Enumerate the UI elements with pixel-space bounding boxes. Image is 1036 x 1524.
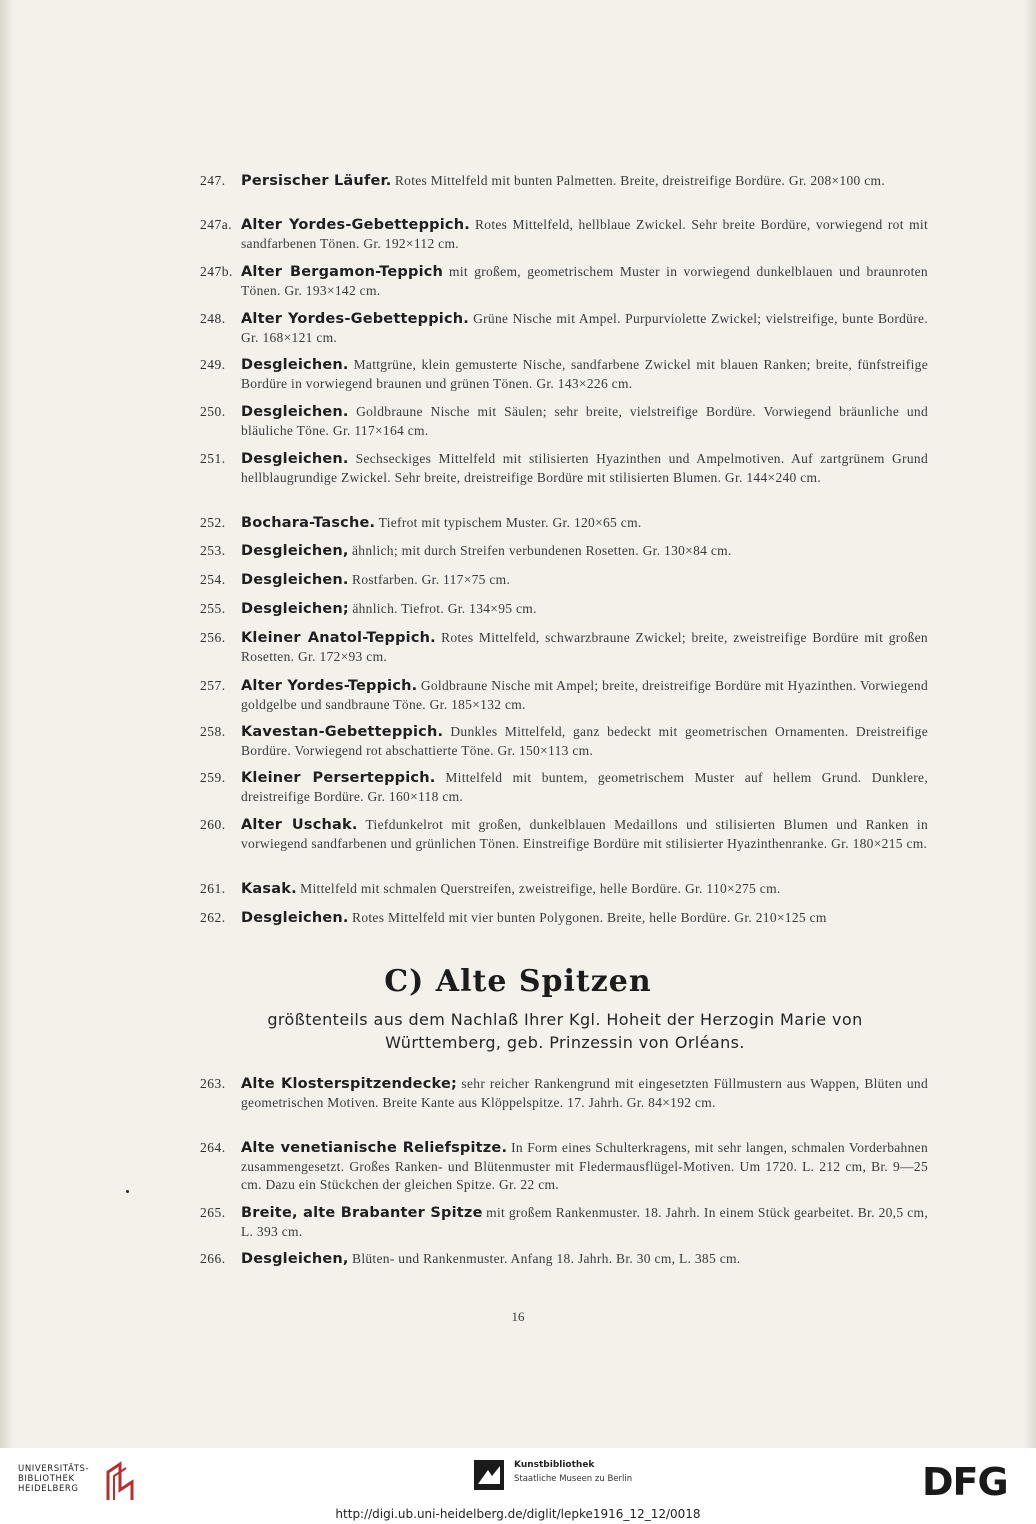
entry-number: 252.	[200, 515, 226, 530]
viewer-footer	[0, 1448, 1036, 1524]
catalog-entry	[200, 356, 928, 393]
catalog-entry	[200, 629, 928, 666]
entry-title: Breite, alte Brabanter Spitze	[241, 1205, 483, 1221]
entry-number: 260.	[200, 817, 226, 832]
catalog-entry	[200, 216, 928, 253]
catalog-entry	[200, 723, 928, 760]
entry-description: Tiefrot mit typischem Muster. Gr. 120×65 cm.	[378, 515, 642, 530]
entry-title: Alter Uschak.	[241, 817, 358, 833]
entry-title: Desgleichen;	[241, 601, 349, 617]
kunstbibliothek-logo[interactable]	[474, 1458, 674, 1498]
entry-description: mit großem, geometrischem Muster in vorwiegend dunkelblauen und braunroten Tönen. Gr. 193×142 cm.	[241, 264, 928, 298]
entry-number: 265.	[200, 1205, 226, 1220]
entry-number: 253.	[200, 543, 226, 558]
entry-number: 261.	[200, 881, 226, 896]
entry-title: Alter Bergamon-Teppich	[241, 264, 444, 280]
catalog-entry	[200, 514, 928, 533]
entry-number: 250.	[200, 404, 226, 419]
entry-description: ähnlich; mit durch Streifen verbundenen Rosetten. Gr. 130×84 cm.	[352, 543, 732, 558]
entry-number: 255.	[200, 601, 226, 616]
entry-title: Alter Yordes-Gebetteppich.	[241, 311, 469, 327]
entry-number: 266.	[200, 1251, 226, 1266]
entry-title: Alte Klosterspitzendecke;	[241, 1076, 457, 1092]
entry-description: Goldbraune Nische mit Ampel; breite, dreistreifige Bordüre mit Hyazinthen. Vorwiegend goldgelbe und sandbraune Töne. Gr. 185×132 cm.	[241, 678, 929, 712]
catalog-entry	[200, 1250, 928, 1269]
entry-number: 251.	[200, 451, 226, 466]
catalog-entry	[200, 880, 928, 899]
entry-description: Goldbraune Nische mit Säulen; sehr breite, vielstreifige Bordüre. Vorwiegend bräunliche und bläuliche Töne. Gr. 117×164 cm.	[241, 404, 929, 438]
entry-title: Alte venetianische Reliefspitze.	[241, 1140, 508, 1156]
section-heading: C) Alte Spitzen	[384, 964, 652, 999]
logo-text-line: HEIDELBERG	[18, 1484, 79, 1494]
entry-description: ähnlich. Tiefrot. Gr. 134×95 cm.	[352, 601, 537, 616]
entry-description: Grüne Nische mit Ampel. Purpurviolette Zwickel; vielstreifige, bunte Bordüre. Gr. 168×121 cm.	[241, 311, 928, 345]
section-subtitle-line: Württemberg, geb. Prinzessin von Orléans.	[385, 1033, 745, 1052]
catalog-entry	[200, 600, 928, 619]
entry-title: Desgleichen,	[241, 1251, 349, 1267]
logo-text-line: BIBLIOTHEK	[18, 1474, 75, 1484]
entry-title: Desgleichen.	[241, 451, 349, 467]
entry-title: Desgleichen.	[241, 357, 349, 373]
catalog-entry	[200, 677, 928, 714]
entry-number: 247b.	[200, 264, 233, 279]
logo-text-line: UNIVERSITÄTS-	[18, 1464, 90, 1474]
entry-title: Kleiner Perserteppich.	[241, 770, 436, 786]
entry-title: Alter Yordes-Gebetteppich.	[241, 217, 470, 233]
entry-description: Sechseckiges Mittelfeld mit stilisierten Hyazinthen und Ampelmotiven. Auf zartgrünem Grund hellblaugrundige Zwickel. Sehr breite, dreistreifige Bordüre mit stilisierten Blumen. Gr. 144×240 cm.	[241, 451, 928, 485]
catalog-entry	[200, 263, 928, 300]
entry-title: Kasak.	[241, 881, 297, 897]
entry-description: Tiefdunkelrot mit großen, dunkelblauen Medaillons und stilisierten Blumen und Ranken in vorwiegend sandfarbenen und grünlichen Tönen. Einstreifige Bordüre mit stilisierter Hyazinthenranke. Gr. 180×215 cm.	[241, 817, 929, 851]
scan-dot-artifact	[126, 1190, 129, 1193]
section-subtitle	[200, 1008, 930, 1054]
catalog-entry	[200, 769, 928, 806]
heidelberg-library-logo[interactable]	[18, 1456, 158, 1508]
entry-description: Mittelfeld mit buntem, geometrischem Muster auf hellem Grund. Dunklere, dreistreifige Bordüre. Gr. 160×118 cm.	[241, 770, 928, 804]
heidelberg-library-name	[18, 1464, 89, 1494]
entry-number: 256.	[200, 630, 226, 645]
catalog-entry	[200, 816, 928, 853]
entry-number: 254.	[200, 572, 226, 587]
kunstbibliothek-name: Kunstbibliothek	[514, 1460, 595, 1470]
entry-description: Rotes Mittelfeld mit vier bunten Polygonen. Breite, helle Bordüre. Gr. 210×125 cm	[352, 910, 827, 925]
entry-description: Mattgrüne, klein gemusterte Nische, sandfarbene Zwickel mit blauen Ranken; breite, fünfstreifige Bordüre in vorwiegend braunen und grünen Tönen. Gr. 143×226 cm.	[241, 357, 928, 391]
entry-title: Bochara-Tasche.	[241, 515, 376, 531]
entry-number: 258.	[200, 724, 226, 739]
page-url[interactable]: http://digi.ub.uni-heidelberg.de/diglit/lepke1916_12_12/0018	[335, 1507, 701, 1521]
entry-number: 247.	[200, 173, 226, 188]
entry-description: In Form eines Schulterkragens, mit sehr langen, schmalen Vorderbahnen zusammengesetzt. Großes Ranken- und Blütenmuster mit Fledermausflügel-Motiven. Um 1720. L. 212 cm, Br. 9—25 cm. Dazu ein Stückchen der gleichen Spitze. Gr. 22 cm.	[241, 1140, 928, 1192]
entry-title: Kleiner Anatol-Teppich.	[241, 630, 436, 646]
catalog-entry	[200, 172, 928, 191]
entry-title: Desgleichen.	[241, 910, 349, 926]
catalog-entry	[200, 571, 928, 590]
catalog-entry	[200, 1139, 928, 1195]
entry-description: mit großem Rankenmuster. 18. Jahrh. In einem Stück gearbeitet. Br. 20,5 cm, L. 393 cm.	[241, 1205, 928, 1239]
entry-title: Desgleichen,	[241, 543, 349, 559]
entry-number: 263.	[200, 1076, 226, 1091]
entry-title: Desgleichen.	[241, 572, 349, 588]
kunstbibliothek-subtitle: Staatliche Museen zu Berlin	[514, 1474, 633, 1484]
entry-number: 257.	[200, 678, 226, 693]
entry-title: Persischer Läufer.	[241, 173, 392, 189]
entry-description: Rotes Mittelfeld mit bunten Palmetten. Breite, dreistreifige Bordüre. Gr. 208×100 cm.	[394, 173, 886, 188]
page-number: 16	[511, 1309, 525, 1324]
catalog-entry	[200, 542, 928, 561]
entry-number: 264.	[200, 1140, 226, 1155]
entry-title: Alter Yordes-Teppich.	[241, 678, 418, 694]
dfg-logo[interactable]: DFG	[922, 1460, 1008, 1504]
catalog-entry	[200, 1204, 928, 1241]
entry-description: Rostfarben. Gr. 117×75 cm.	[352, 572, 511, 587]
kunstbibliothek-emblem-icon	[474, 1460, 504, 1490]
catalog-entry	[200, 403, 928, 440]
entry-description: sehr reicher Rankengrund mit eingesetzten Füllmustern aus Wappen, Blüten und geometrischen Motiven. Breite Kante aus Klöppelspitze. 17. Jahrh. Gr. 84×192 cm.	[241, 1076, 929, 1110]
entry-number: 249.	[200, 357, 226, 372]
library-emblem-icon	[102, 1460, 142, 1504]
entry-description: Rotes Mittelfeld, hellblaue Zwickel. Sehr breite Bordüre, vorwiegend rot mit sandfarbenen Tönen. Gr. 192×112 cm.	[241, 217, 928, 251]
entry-number: 247a.	[200, 217, 233, 232]
entry-description: Rotes Mittelfeld, schwarzbraune Zwickel; breite, zweistreifige Bordüre mit großen Rosetten. Gr. 172×93 cm.	[241, 630, 928, 664]
entry-title: Kavestan-Gebetteppich.	[241, 724, 444, 740]
catalog-entry	[200, 310, 928, 347]
section-subtitle-line: größtenteils aus dem Nachlaß Ihrer Kgl. Hoheit der Herzogin Marie von	[267, 1010, 863, 1029]
entry-number: 248.	[200, 311, 226, 326]
entry-title: Desgleichen.	[241, 404, 349, 420]
entry-number: 262.	[200, 910, 226, 925]
entry-number: 259.	[200, 770, 226, 785]
catalog-entry	[200, 1075, 928, 1112]
entry-description: Mittelfeld mit schmalen Querstreifen, zweistreifige, helle Bordüre. Gr. 110×275 cm.	[300, 881, 781, 896]
catalog-entry	[200, 909, 928, 928]
entry-description: Dunkles Mittelfeld, ganz bedeckt mit geometrischen Ornamenten. Dreistreifige Bordüre. Vorwiegend rot abschattierte Töne. Gr. 150×113 cm.	[241, 724, 929, 758]
catalog-entry	[200, 450, 928, 487]
entry-description: Blüten- und Rankenmuster. Anfang 18. Jahrh. Br. 30 cm, L. 385 cm.	[352, 1251, 741, 1266]
